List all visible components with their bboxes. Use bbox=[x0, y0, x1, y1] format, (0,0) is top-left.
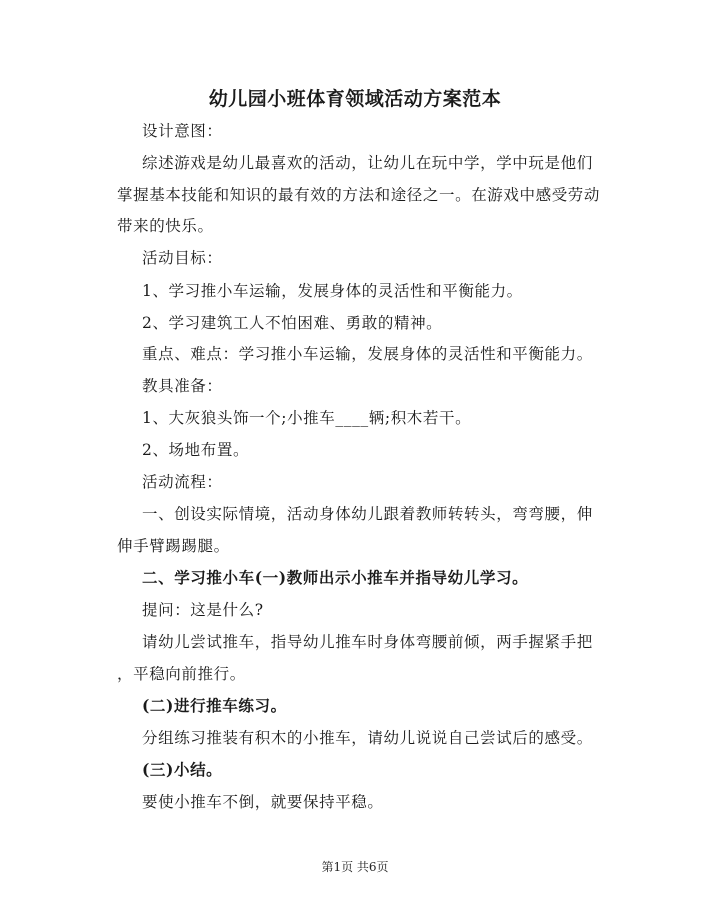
paragraph-line: 带来的快乐。 bbox=[117, 217, 214, 235]
step2-heading: 二、学习推小车(一)教师出示小推车并指导幼儿学习。 bbox=[142, 568, 529, 587]
goal-heading: 活动目标： bbox=[142, 249, 223, 267]
prep-item: 1、大灰狼头饰一个;小推车____辆;积木若干。 bbox=[142, 409, 472, 427]
design-heading: 设计意图： bbox=[142, 122, 223, 140]
key-points: 重点、难点：学习推小车运输，发展身体的灵活性和平衡能力。 bbox=[142, 345, 593, 363]
paragraph-line: ，平稳向前推行。 bbox=[117, 665, 246, 683]
prep-heading: 教具准备： bbox=[142, 377, 223, 395]
paragraph-line: 请幼儿尝试推车，指导幼儿推车时身体弯腰前倾，两手握紧手把 bbox=[142, 633, 593, 651]
prep-item: 2、场地布置。 bbox=[142, 441, 250, 459]
paragraph-line: 综述游戏是幼儿最喜欢的活动，让幼儿在玩中学，学中玩是他们 bbox=[142, 154, 593, 172]
paragraph-line: 一、创设实际情境，活动身体幼儿跟着教师转转头，弯弯腰，伸 bbox=[142, 505, 593, 523]
sub2-heading: (二)进行推车练习。 bbox=[142, 696, 287, 715]
question-line: 提问：这是什么? bbox=[142, 601, 264, 619]
sub3-heading: (三)小结。 bbox=[142, 760, 223, 779]
paragraph-line: 掌握基本技能和知识的最有效的方法和途径之一。在游戏中感受劳动 bbox=[117, 186, 601, 204]
paragraph-line: 伸手臂踢踢腿。 bbox=[117, 537, 230, 555]
paragraph-line: 分组练习推装有积木的小推车，请幼儿说说自己尝试后的感受。 bbox=[142, 729, 593, 747]
process-heading: 活动流程： bbox=[142, 473, 223, 491]
paragraph-line: 要使小推车不倒，就要保持平稳。 bbox=[142, 793, 384, 811]
goal-item: 2、学习建筑工人不怕困难、勇敢的精神。 bbox=[142, 314, 443, 332]
page-footer: 第1页 共6页 bbox=[321, 860, 389, 874]
goal-item: 1、学习推小车运输，发展身体的灵活性和平衡能力。 bbox=[142, 282, 523, 300]
document-title: 幼儿园小班体育领域活动方案范本 bbox=[208, 88, 502, 110]
